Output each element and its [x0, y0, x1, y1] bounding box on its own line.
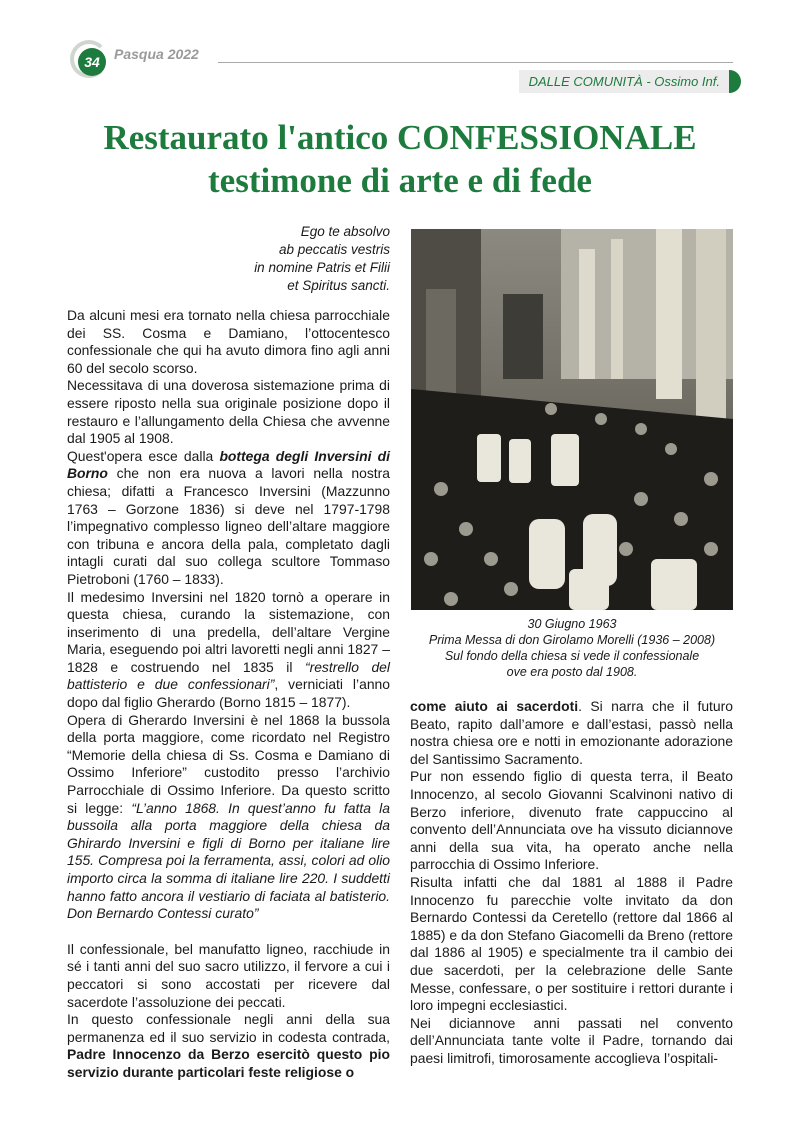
- article-title: [0, 116, 800, 202]
- issue-label: Pasqua 2022: [114, 46, 199, 62]
- paragraph: [67, 1011, 390, 1081]
- paragraph: [67, 448, 390, 589]
- section-tab: [729, 70, 741, 93]
- article-column-left: [67, 307, 390, 1082]
- caption-line: ove era posto dal 1908.: [506, 665, 638, 679]
- paragraph: Risulta infatti che dal 1881 al 1888 il Padre Innocenzo fu parecchie volte invitato da don Bernardo Contessi da Ceretello (rettore dal 1866 al 1885) e da don Stefano Giacomelli da Breno (rettore dal 1886 al 1905) e specialmente tra il cambio dei due sacerdoti, per la celebrazione delle Sante Messe, confessare, o per sostituire i rettori durante i loro impegni ecclesiastici.: [410, 873, 733, 1014]
- paragraph: [67, 712, 390, 923]
- caption-line: Prima Messa di don Girolamo Morelli (1936 – 2008): [428, 633, 716, 647]
- paragraph: Pur non essendo figlio di questa terra, il Beato Innocenzo, al secolo Giovanni Scalvinoni nativo di Berzo inferiore, divenuto frate cappuccino al convento dell’Annunciata ove ha vissuto diciannove anni della sua vita, ha operato anche nella parrocchia di Ossimo Inferiore.: [410, 768, 733, 873]
- caption-line: Sul fondo della chiesa si vede il confessionale: [444, 649, 700, 663]
- epigraph-line: Ego te absolvo: [300, 224, 390, 239]
- text-run: Il medesimo Inversini nel 1820 tornò a operare in questa chiesa, curando la sistemazione, con inserimento di una predella, dell’altare Vergine Maria, eseguendo poi altri lavoretti negli anni 1827 – 1828 e costruendo nel 1835 il: [67, 588, 390, 675]
- article-column-right: [410, 698, 733, 1067]
- text-run: che non era nuova a lavori nella nostra chiesa; difatti a Francesco Inversini (Mazzunno 1763 – Gorzone 1836) si deve nel 1797-1798 l’impegnativo complesso ligneo dell’altare maggiore con tribuna e ancora della pala, completato dagli intagli curati dal suo collega scultore Tommaso Pietroboni (1760 – 1833).: [67, 465, 390, 587]
- epigraph-line: in nomine Patris et Filii: [254, 260, 390, 275]
- page-number-badge: [70, 40, 106, 76]
- workshop-emphasis: bottega degli Inversini di Borno: [67, 447, 390, 482]
- section-label-text: DALLE COMUNITÀ - Ossimo Inf.: [528, 74, 720, 89]
- text-run: Opera di Gherardo Inversini è nel 1868 la bussola della porta maggiore, come ricordato nel Registro “Memorie della chiesa di Ss. Cosma e Damiano di Ossimo Inferiore” custodito presso l’archivio Parrocchiale di Ossimo Inferiore. Da questo scritto si legge:: [67, 711, 390, 816]
- section-label: [519, 70, 732, 93]
- text-run: , verniciati l’anno dopo dal figlio Gherardo (Borno 1815 – 1877).: [67, 676, 390, 711]
- epigraph-line: et Spiritus sancti.: [287, 278, 390, 293]
- bold-run: Padre Innocenzo da Berzo esercitò questo pio servizio durante particolari feste religiose o: [67, 1046, 390, 1080]
- church-photo: [411, 229, 733, 610]
- paragraph: Da alcuni mesi era tornato nella chiesa parrocchiale dei SS. Cosma e Damiano, l’ottocentesco confessionale che qui ha avuto dimora fino agli anni 60 del secolo scorso.: [67, 307, 390, 376]
- epigraph: [200, 223, 390, 295]
- paragraph: Il confessionale, bel manufatto ligneo, racchiude in sé i tanti anni del suo sacro utilizzo, il fervore a cui i peccatori si sono accostati per ricevere dal sacerdote l’assoluzione dei peccati.: [67, 940, 390, 1010]
- text-run: . Si narra che il futuro Beato, rapito dall’amore e dall’estasi, passò nella nostra chiesa ore e notti in emozionante adorazione del Santissimo Sacramento.: [410, 698, 733, 767]
- text-run: In questo confessionale negli anni della sua permanenza ed il suo servizio in codesta contrada,: [67, 1011, 390, 1045]
- epigraph-line: ab peccatis vestris: [278, 242, 390, 257]
- page-number: 34: [78, 48, 106, 76]
- register-quote: “L’anno 1868. In quest’anno fu fatta la bussoila alla porta maggiore della chiesa da Ghirardo Inversini e figli di Borno per italiane lire 155. Compresa poi la ferramenta, assi, colori ad olio importo circa la somma di italiane lire 220. I suddetti hanno fatto ancora il vestiario di faciata al batisterio. Don Bernardo Contessi curato”: [67, 799, 390, 922]
- caption-date: 30 Giugno 1963: [527, 617, 617, 631]
- title-line-2: testimone di arte e di fede: [208, 161, 592, 200]
- photo-caption: [411, 616, 733, 680]
- quote-run: “restrello del battisterio e due confessionari”: [67, 658, 390, 693]
- paragraph-gap: [67, 923, 390, 941]
- title-line-1: Restaurato l'antico CONFESSIONALE: [103, 118, 697, 157]
- bold-run: come aiuto ai sacerdoti: [410, 698, 579, 714]
- paragraph: [67, 589, 390, 712]
- text-run: Quest'opera esce dalla: [67, 447, 220, 464]
- paragraph: Nei diciannove anni passati nel convento dell’Annunciata tante volte il Padre, tornando dai paesi limitrofi, timorosamente accoglieva l’ospitali-: [410, 1014, 733, 1066]
- paragraph: [410, 698, 733, 768]
- church-photo-image: [411, 229, 733, 610]
- header-rule: [218, 62, 733, 63]
- paragraph: Necessitava di una doverosa sistemazione prima di essere riposto nella sua originale posizione dopo il restauro e l’allungamento della Chiesa che avvenne dal 1905 al 1908.: [67, 377, 390, 447]
